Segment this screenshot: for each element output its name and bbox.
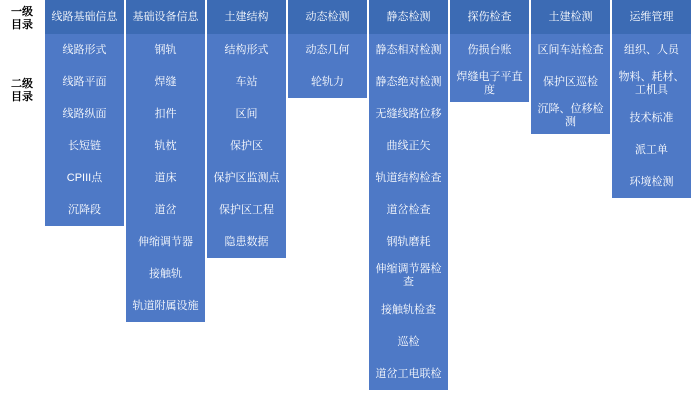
column-item[interactable]: 线路纵面	[44, 98, 125, 130]
column-item[interactable]: CPIII点	[44, 162, 125, 194]
category-column	[611, 0, 692, 198]
category-column	[206, 0, 287, 258]
column-item[interactable]: 伤损台账	[449, 34, 530, 66]
category-column	[368, 0, 449, 390]
column-item[interactable]: 动态几何	[287, 34, 368, 66]
column-item[interactable]: 伸缩调节器检查	[368, 258, 449, 294]
column-header[interactable]: 线路基础信息	[44, 0, 125, 34]
column-item[interactable]: 车站	[206, 66, 287, 98]
column-item[interactable]: 钢轨磨耗	[368, 226, 449, 258]
column-item[interactable]: 保护区监测点	[206, 162, 287, 194]
column-item[interactable]: 无缝线路位移	[368, 98, 449, 130]
column-item[interactable]: 保护区工程	[206, 194, 287, 226]
row-label-level1-line2: 目录	[11, 19, 33, 31]
column-item[interactable]: 静态绝对检测	[368, 66, 449, 98]
column-item[interactable]: 技术标准	[611, 102, 692, 134]
column-item[interactable]: 轮轨力	[287, 66, 368, 98]
column-header[interactable]: 静态检测	[368, 0, 449, 34]
column-item[interactable]: 轨道结构检查	[368, 162, 449, 194]
column-item[interactable]: 轨枕	[125, 130, 206, 162]
column-item[interactable]: 焊缝电子平直度	[449, 66, 530, 102]
column-item[interactable]: 隐患数据	[206, 226, 287, 258]
column-item[interactable]: 区间车站检查	[530, 34, 611, 66]
column-item[interactable]: 线路平面	[44, 66, 125, 98]
column-item[interactable]: 巡检	[368, 326, 449, 358]
column-item[interactable]: 接触轨	[125, 258, 206, 290]
category-column	[44, 0, 125, 226]
category-column	[287, 0, 368, 98]
column-item[interactable]: 区间	[206, 98, 287, 130]
column-header[interactable]: 土建检测	[530, 0, 611, 34]
column-item[interactable]: 静态相对检测	[368, 34, 449, 66]
column-item[interactable]: 结构形式	[206, 34, 287, 66]
column-item[interactable]: 沉降段	[44, 194, 125, 226]
column-item[interactable]: 接触轨检查	[368, 294, 449, 326]
category-column	[449, 0, 530, 102]
column-item[interactable]: 环境检测	[611, 166, 692, 198]
column-header[interactable]: 探伤检查	[449, 0, 530, 34]
column-header[interactable]: 基础设备信息	[125, 0, 206, 34]
column-header[interactable]: 土建结构	[206, 0, 287, 34]
row-label-level2-line2: 目录	[11, 91, 33, 103]
column-header[interactable]: 运维管理	[611, 0, 692, 34]
row-label-level2	[0, 78, 44, 104]
column-item[interactable]: 派工单	[611, 134, 692, 166]
row-label-level2-line1: 二级	[11, 78, 33, 90]
column-item[interactable]: 扣件	[125, 98, 206, 130]
column-item[interactable]: 轨道附属设施	[125, 290, 206, 322]
column-item[interactable]: 沉降、位移检测	[530, 98, 611, 134]
column-item[interactable]: 道床	[125, 162, 206, 194]
column-item[interactable]: 道岔工电联检	[368, 358, 449, 390]
row-label-level1	[0, 6, 44, 32]
category-column	[530, 0, 611, 134]
column-item[interactable]: 组织、人员	[611, 34, 692, 66]
column-item[interactable]: 保护区	[206, 130, 287, 162]
column-item[interactable]: 保护区巡检	[530, 66, 611, 98]
column-item[interactable]: 焊缝	[125, 66, 206, 98]
category-column	[125, 0, 206, 322]
column-item[interactable]: 物料、耗材、工机具	[611, 66, 692, 102]
column-item[interactable]: 道岔检查	[368, 194, 449, 226]
column-item[interactable]: 伸缩调节器	[125, 226, 206, 258]
column-item[interactable]: 长短链	[44, 130, 125, 162]
column-item[interactable]: 线路形式	[44, 34, 125, 66]
column-header[interactable]: 动态检测	[287, 0, 368, 34]
row-label-level1-line1: 一级	[11, 6, 33, 18]
column-item[interactable]: 钢轨	[125, 34, 206, 66]
column-item[interactable]: 曲线正矢	[368, 130, 449, 162]
column-item[interactable]: 道岔	[125, 194, 206, 226]
